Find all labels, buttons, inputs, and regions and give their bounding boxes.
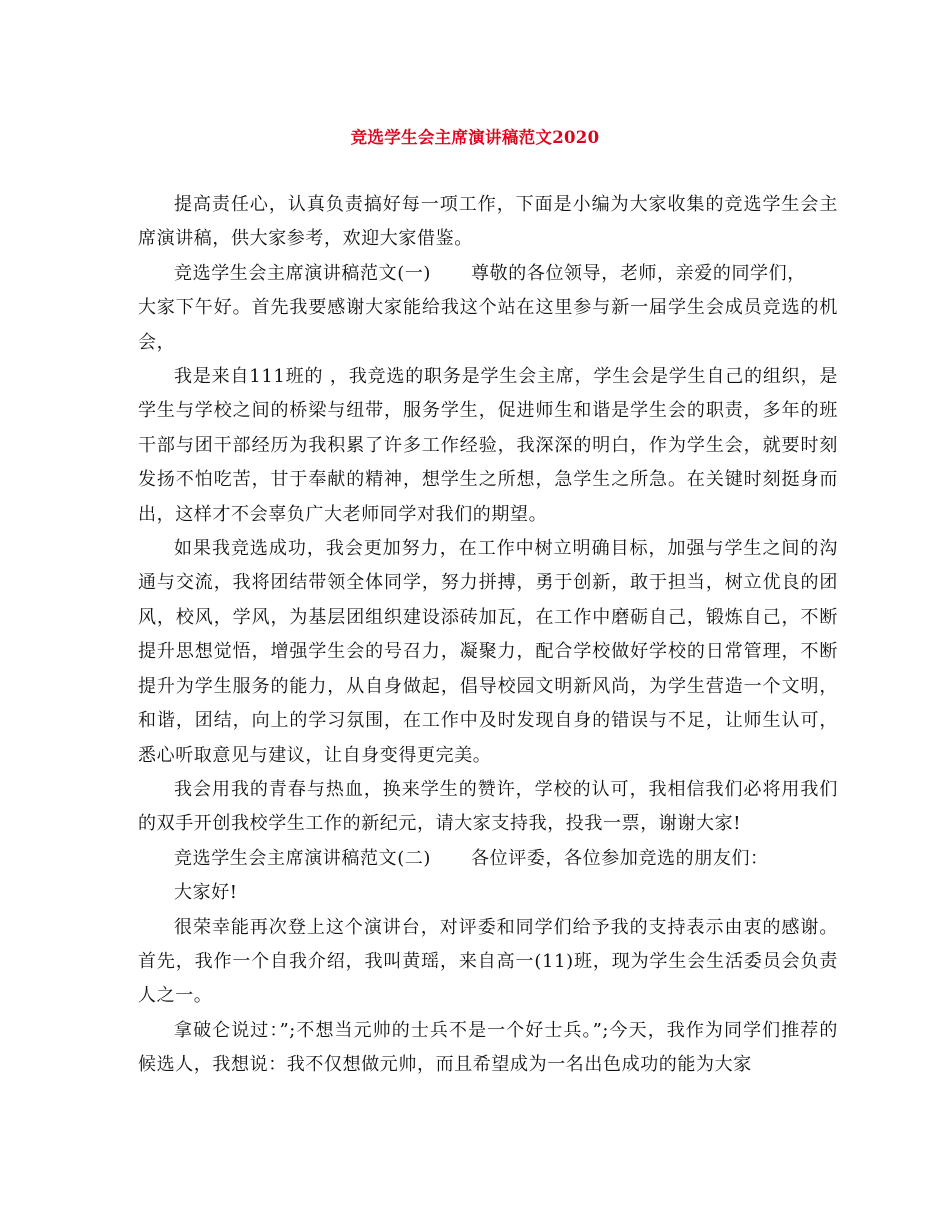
document-title: 竞选学生会主席演讲稿范文2020 <box>350 128 600 147</box>
plan-paragraph: 如果我竞选成功，我会更加努力，在工作中树立明确目标，加强与学生之间的沟通与交流，我将团结带领全体同学，努力拼搏，勇于创新，敢于担当，树立优良的团风，校风，学风，为基层团组织建设添砖加瓦，在工作中磨砺自己，锻炼自己，不断提升思想觉悟，增强学生会的号召力，凝聚力，配合学校做好学校的日常管理，不断提升为学生服务的能力，从自身做起，倡导校园文明新风尚，为学生营造一个文明，和谐，团结，向上的学习氛围，在工作中及时发现自身的错误与不足，让师生认可，悉心听取意见与建议，让自身变得更完美。 <box>138 538 838 766</box>
intro-paragraph: 提高责任心，认真负责搞好每一项工作，下面是小编为大家收集的竞选学生会主席演讲稿，供大家参考，欢迎大家借鉴。 <box>138 194 838 250</box>
napoleon-paragraph: 拿破仑说过：”;不想当元帅的士兵不是一个好士兵。”;今天，我作为同学们推荐的候选人，我想说：我不仅想做元帅，而且希望成为一名出色成功的能为大家 <box>138 1019 838 1076</box>
section-1-heading: 竞选学生会主席演讲稿范文(一) <box>174 262 432 284</box>
thanks-paragraph: 很荣幸能再次登上这个演讲台，对评委和同学们给予我的支持表示由衷的感谢。首先，我作一个自我介绍，我叫黄瑶，来自高一(11)班，现为学生会生活委员会负责人之一。 <box>138 916 838 1007</box>
section-2-heading-line <box>138 842 838 876</box>
section-2-lead: 各位评委，各位参加竞选的朋友们： <box>471 847 769 869</box>
document-body <box>138 188 838 1083</box>
closing-paragraph: 我会用我的青春与热血，换来学生的赞许，学校的认可，我相信我们必将用我们的双手开创我校学生工作的新纪元，请大家支持我，投我一票，谢谢大家! <box>138 778 838 835</box>
section-1-heading-line <box>138 257 838 291</box>
hello-paragraph: 大家好! <box>174 882 238 904</box>
section-2-heading: 竞选学生会主席演讲稿范文(二) <box>174 847 432 869</box>
section-1-lead: 尊敬的各位领导，老师，亲爱的同学们， <box>471 262 806 284</box>
self-intro-paragraph: 我是来自111班的 ，我竞选的职务是学生会主席，学生会是学生自己的组织，是学生与学校之间的桥梁与纽带，服务学生，促进师生和谐是学生会的职责，多年的班干部与团干部经历为我积累了许多工作经验，我深深的明白，作为学生会，就要时刻发扬不怕吃苦，甘于奉献的精神，想学生之所想，急学生之所急。在关键时刻挺身而出，这样才不会辜负广大老师同学对我们的期望。 <box>138 366 838 525</box>
greeting-paragraph: 大家下午好。首先我要感谢大家能给我这个站在这里参与新一届学生会成员竞选的机会， <box>138 297 838 353</box>
